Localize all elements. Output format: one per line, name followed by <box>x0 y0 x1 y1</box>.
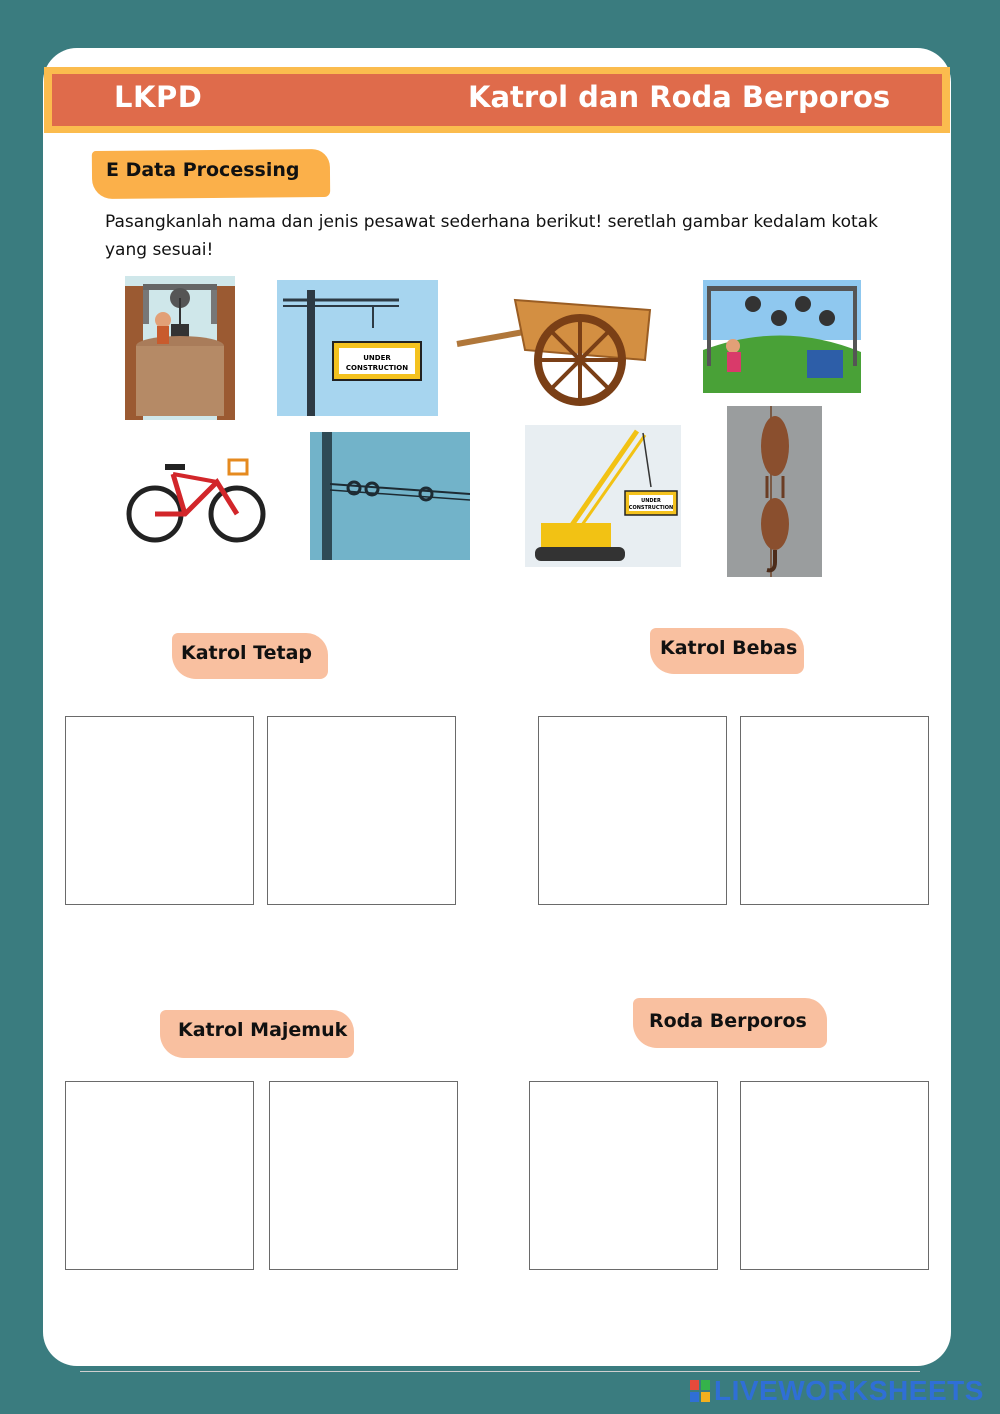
drop-box-movable-2[interactable] <box>740 716 929 905</box>
power-line-pulleys-image[interactable] <box>310 432 470 560</box>
instruction-text: Pasangkanlah nama dan jenis pesawat sederhana berikut! seretlah gambar kedalam kotak yang sesuai! <box>105 212 878 260</box>
drop-box-compound-1[interactable] <box>65 1081 254 1270</box>
category-label-compound: Katrol Majemuk <box>178 1019 348 1041</box>
svg-text:UNDER: UNDER <box>641 498 661 504</box>
category-label-fixed: Katrol Tetap <box>181 642 313 664</box>
category-label-movable: Katrol Bebas <box>660 637 798 659</box>
wooden-cart-image[interactable] <box>455 290 655 406</box>
svg-text:UNDER: UNDER <box>363 354 391 362</box>
drop-box-compound-2[interactable] <box>269 1081 458 1270</box>
tower-crane-image[interactable] <box>277 280 438 416</box>
drop-box-fixed-1[interactable] <box>65 716 254 905</box>
girl-pulley-system-image[interactable] <box>703 280 861 393</box>
drop-box-movable-1[interactable] <box>538 716 727 905</box>
drop-box-fixed-2[interactable] <box>267 716 456 905</box>
crawler-crane-image[interactable] <box>525 425 681 567</box>
liveworksheets-brand: LIVEWORKSHEETS <box>714 1375 984 1406</box>
svg-text:CONSTRUCTION: CONSTRUCTION <box>345 364 409 372</box>
bicycle-image[interactable] <box>125 454 267 544</box>
category-label-wheel-axle: Roda Berporos <box>649 1010 807 1032</box>
header-lkpd-label: LKPD <box>114 80 203 114</box>
well-pulley-image[interactable] <box>125 276 235 420</box>
block-and-tackle-image[interactable] <box>727 406 822 577</box>
drop-box-wheel-axle-1[interactable] <box>529 1081 718 1270</box>
svg-text:CONSTRUCTION: CONSTRUCTION <box>628 505 674 511</box>
footer-divider <box>80 1371 920 1372</box>
liveworksheets-logo <box>690 1376 984 1406</box>
liveworksheets-icon <box>690 1380 710 1402</box>
section-label: E Data Processing <box>106 159 300 181</box>
drop-box-wheel-axle-2[interactable] <box>740 1081 929 1270</box>
page-title: Katrol dan Roda Berporos <box>468 80 891 114</box>
